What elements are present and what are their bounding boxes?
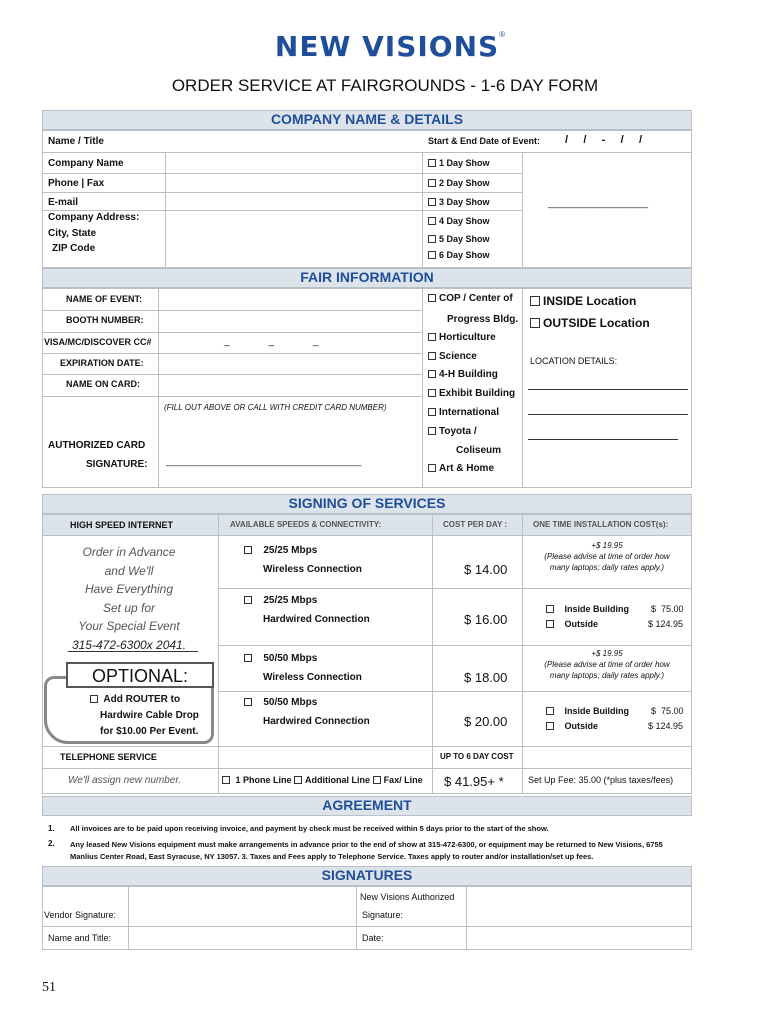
location-line-1[interactable] [528,389,688,390]
building-cop-line2: Progress Bldg. [447,314,519,325]
speed-row-2[interactable]: 25/25 Mbps [244,595,317,606]
col-cost: COST PER DAY : [443,520,508,529]
page-number: 51 [42,980,56,995]
nv-authorized-label: New Visions Authorized [360,892,455,902]
building-horticulture[interactable]: Horticulture [428,332,496,343]
checkbox-icon[interactable] [428,389,436,397]
address-label: Company Address: [48,212,140,223]
agreement-text-1: All invoices are to be paid upon receiving invoice, and payment by check must be received within 5 days prior to the start of the show. [70,824,549,833]
building-4h[interactable]: 4-H Building [428,369,498,380]
checkbox-icon[interactable] [244,698,252,706]
checkbox-icon[interactable] [428,294,436,302]
authorized-card-label: AUTHORIZED CARD [48,440,146,451]
checkbox-icon[interactable] [428,427,436,435]
speed-row-4-type: Hardwired Connection [263,716,370,727]
date-field[interactable] [468,928,690,948]
logo-text: NEW VISIONS [274,30,500,63]
card-number-label: VISA/MC/DISCOVER CC# [44,337,152,347]
nv-signature-label: Signature: [362,910,404,920]
cost-row-2: $ 16.00 [464,612,508,627]
speed-row-1-type: Wireless Connection [263,564,362,575]
agreement-num-1: 1. [48,824,55,833]
checkbox-icon[interactable] [244,546,252,554]
speed-row-3-type: Wireless Connection [263,672,362,683]
location-details-label: LOCATION DETAILS: [530,356,618,366]
promo-text: Order in Advance and We'll Have Everything Set up for Your Special Event 315-472-6300x 2041. [71,545,187,652]
company-name-label: Company Name [48,158,124,169]
install-hardwired-2-outside-price: $ 124.95 [648,721,684,731]
checkbox-icon[interactable] [428,352,436,360]
cost-row-1: $ 14.00 [464,562,508,577]
phone-cost: $ 41.95+ * [444,774,504,789]
email-label: E-mail [48,197,79,208]
vendor-signature-field[interactable] [130,888,354,924]
col-install: ONE TIME INSTALLATION COST(s): [533,520,669,529]
form-title: ORDER SERVICE AT FAIRGROUNDS - 1-6 DAY FORM [171,76,599,95]
checkbox-icon[interactable] [530,318,540,328]
show-option-6[interactable]: 6 Day Show [428,250,490,260]
building-exhibit[interactable]: Exhibit Building [428,388,515,399]
checkbox-icon[interactable] [428,408,436,416]
outside-location-option[interactable]: OUTSIDE Location [530,316,650,330]
fill-out-note: (FILL OUT ABOVE OR CALL WITH CREDIT CARD NUMBER) [164,403,387,412]
checkbox-icon[interactable] [428,464,436,472]
agreement-num-2: 2. [48,839,55,848]
card-number-field[interactable]: _ _ _ [224,336,319,347]
name-title-field[interactable] [130,928,354,948]
checkbox-icon[interactable] [428,333,436,341]
checkbox-icon[interactable] [244,654,252,662]
checkbox-icon[interactable] [90,695,98,703]
phone-options[interactable]: 1 Phone Line Additional Line Fax/ Line [222,775,423,785]
logo-reg: ® [499,30,506,39]
speed-row-1[interactable]: 25/25 Mbps [244,545,317,556]
inside-location-option[interactable]: INSIDE Location [530,294,636,308]
install-wireless-1: +$ 19.95 (Please advise at time of order how many laptops; daily rates apply.) [544,541,670,572]
assign-number: We'll assign new number. [68,775,182,786]
signatures-header-title: SIGNATURES [321,867,413,883]
agreement-text-2: Any leased New Visions equipment must make arrangements in advance prior to the end of show at 315-472-6300, or equipment may be returned to New Visions, 6755 Manlius Center Road, East Syracuse, NY 13057. 3. Taxes and Fees apply to Telephone Service. Taxes apply to router and/or installation/set up fees. [70,840,663,861]
event-dates-field[interactable]: / / - / / [565,134,643,146]
checkbox-icon[interactable] [530,296,540,306]
install-hardwired-1-inside[interactable]: Inside Building [546,604,629,614]
col-speeds: AVAILABLE SPEEDS & CONNECTIVITY: [230,520,382,529]
city-state-label: City, State [48,228,97,239]
speed-row-4[interactable]: 50/50 Mbps [244,697,317,708]
install-hardwired-1-inside-price: $ 75.00 [651,604,684,614]
fair-header-title: FAIR INFORMATION [300,269,434,285]
building-toyota-line2: Coliseum [456,445,502,456]
checkbox-icon[interactable] [546,722,554,730]
checkbox-icon[interactable] [294,776,302,784]
signing-header-title: SIGNING OF SERVICES [288,495,446,511]
event-name-label: NAME OF EVENT: [66,294,143,304]
checkbox-icon[interactable] [546,605,554,613]
checkbox-icon[interactable] [428,235,436,243]
vendor-signature-label: Vendor Signature: [44,910,117,920]
cost-row-3: $ 18.00 [464,670,508,685]
install-hardwired-1-outside[interactable]: Outside [546,619,598,629]
building-international[interactable]: International [428,407,499,418]
zip-label: ZIP Code [52,243,96,254]
expiration-label: EXPIRATION DATE: [60,358,144,368]
checkbox-icon[interactable] [428,370,436,378]
checkbox-icon[interactable] [428,251,436,259]
event-dates-label: Start & End Date of Event: [428,136,541,146]
install-hardwired-2-outside[interactable]: Outside [546,721,598,731]
card-signature-line[interactable]: _______________________________________ [166,456,362,466]
setup-fee: Set Up Fee: 35.00 (*plus taxes/fees) [528,775,674,785]
date-label: Date: [362,933,384,943]
checkbox-icon[interactable] [373,776,381,784]
install-wireless-2: +$ 19.95 (Please advise at time of order how many laptops; daily rates apply.) [544,649,670,680]
checkbox-icon[interactable] [428,198,436,206]
booth-number-label: BOOTH NUMBER: [66,315,144,325]
location-line-3[interactable] [528,439,678,440]
phone-fax-label: Phone | Fax [48,178,105,189]
location-line-2[interactable] [528,414,688,415]
show-option-5[interactable]: 5 Day Show [428,234,490,244]
optional-title: OPTIONAL: [91,666,189,686]
name-title-sig-label: Name and Title: [48,933,112,943]
building-cop[interactable]: COP / Center of [428,293,513,304]
speed-row-3[interactable]: 50/50 Mbps [244,653,317,664]
show-option-3[interactable]: 3 Day Show [428,197,490,207]
checkbox-icon[interactable] [428,159,436,167]
name-title-label: Name / Title [48,136,104,147]
checkbox-icon[interactable] [428,179,436,187]
company-header-title: COMPANY NAME & DETAILS [270,111,464,127]
building-toyota[interactable]: Toyota / [428,426,477,437]
up-to-label: UP TO 6 DAY COST [440,752,514,761]
building-art-home[interactable]: Art & Home [428,463,494,474]
optional-router[interactable]: Add ROUTER to Hardwire Cable Drop for $10.00 Per Event. [90,692,199,740]
show-days-blank[interactable]: ____________________ [548,198,649,208]
logo [250,30,530,66]
checkbox-icon[interactable] [428,217,436,225]
show-option-4[interactable]: 4 Day Show [428,216,490,226]
checkbox-icon[interactable] [222,776,230,784]
telephone-label: TELEPHONE SERVICE [60,752,157,762]
show-option-1[interactable]: 1 Day Show [428,158,490,168]
checkbox-icon[interactable] [244,596,252,604]
install-hardwired-1-outside-price: $ 124.95 [648,619,684,629]
install-hardwired-2-inside[interactable]: Inside Building [546,706,629,716]
cost-row-4: $ 20.00 [464,714,508,729]
checkbox-icon[interactable] [546,707,554,715]
signature-label: SIGNATURE: [86,459,148,470]
name-on-card-label: NAME ON CARD: [66,379,140,389]
col-internet: HIGH SPEED INTERNET [70,520,174,530]
agreement-header-title: AGREEMENT [322,797,412,813]
show-option-2[interactable]: 2 Day Show [428,178,490,188]
nv-signature-field[interactable] [468,888,690,924]
building-science[interactable]: Science [428,351,477,362]
checkbox-icon[interactable] [546,620,554,628]
install-hardwired-2-inside-price: $ 75.00 [651,706,684,716]
speed-row-2-type: Hardwired Connection [263,614,370,625]
